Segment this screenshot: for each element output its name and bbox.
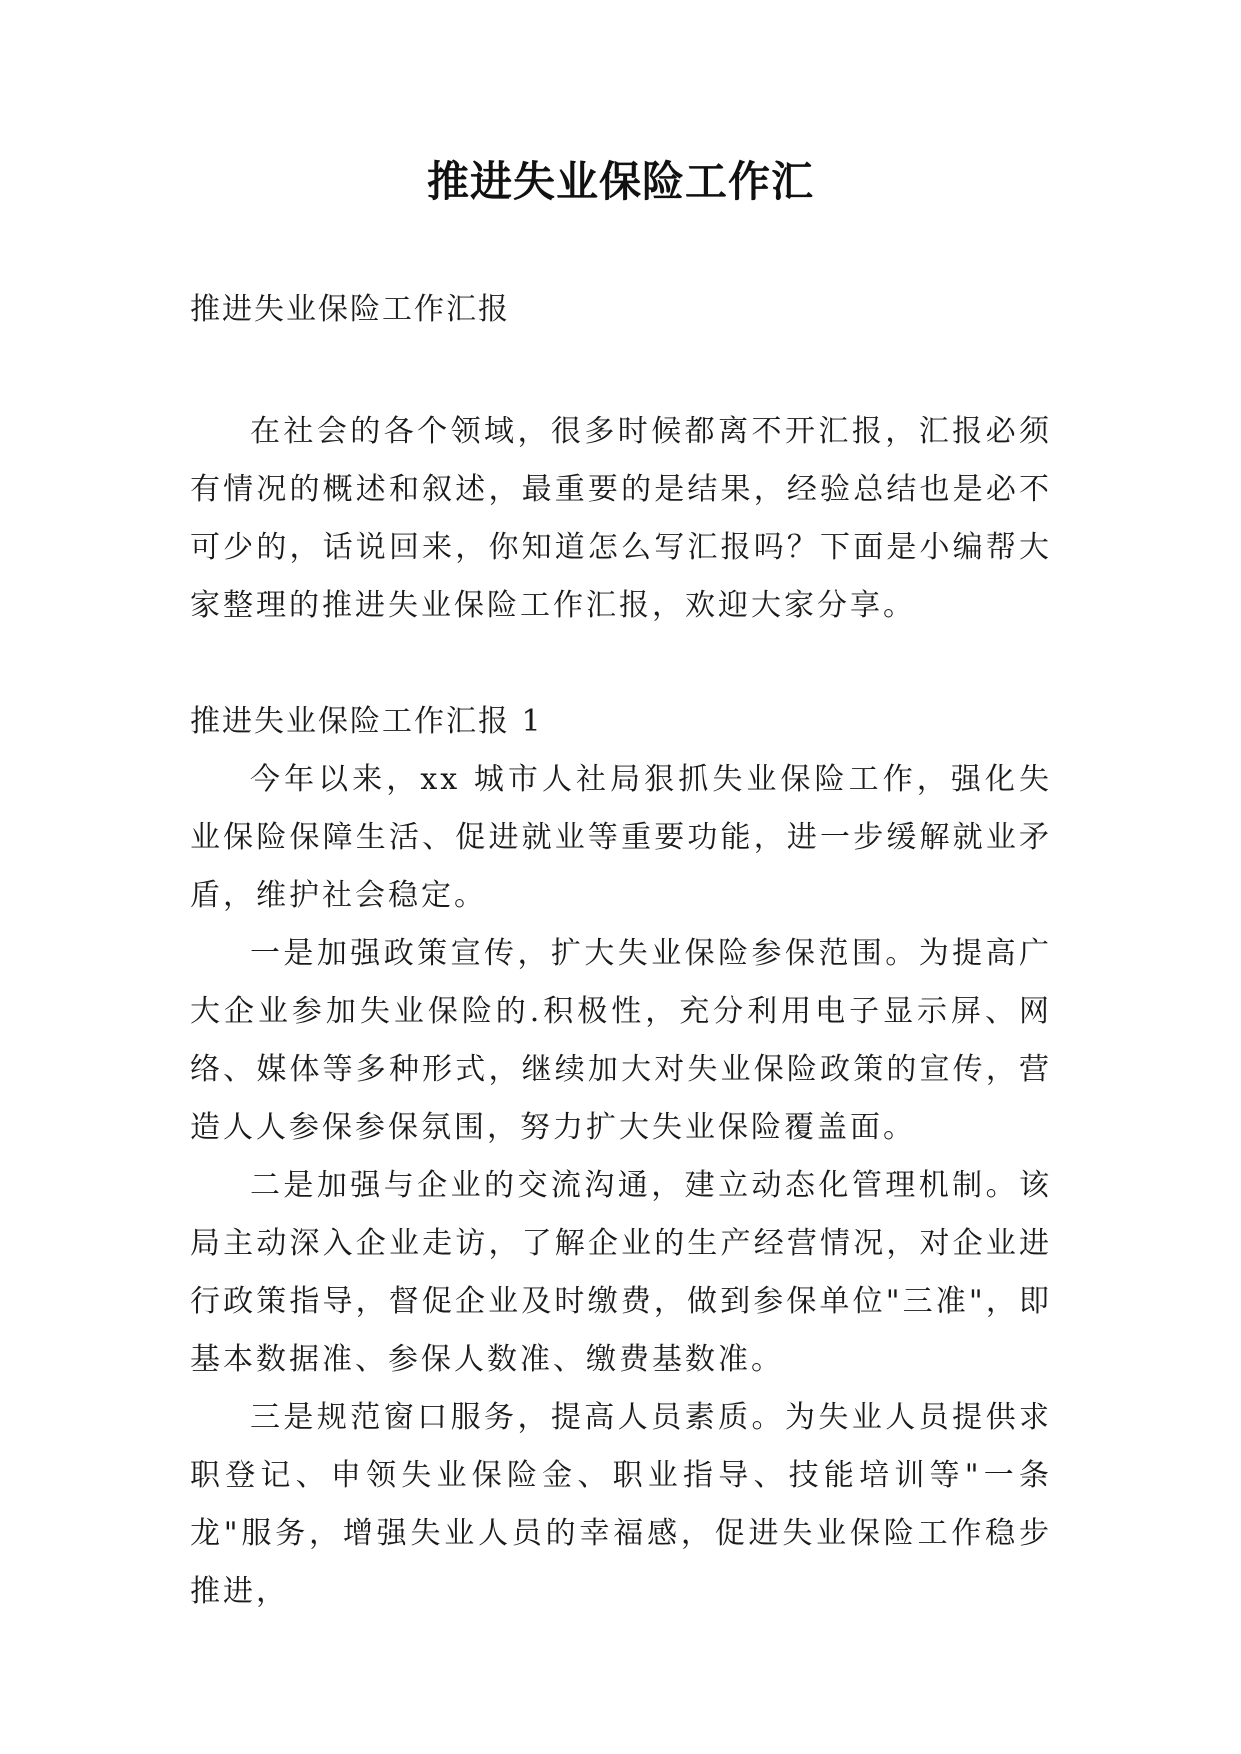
section-heading: 推进失业保险工作汇报 1 — [190, 704, 543, 739]
document-subtitle: 推进失业保险工作汇报 — [190, 292, 510, 327]
intro-paragraph: 在社会的各个领域，很多时候都离不开汇报，汇报必须有情况的概述和叙述，最重要的是结果，经验总结也是必不可少的，话说回来，你知道怎么写汇报吗？下面是小编帮大家整理的推进失业保险工作汇报，欢迎大家分享。 — [190, 414, 1052, 623]
document-title: 推进失业保险工作汇 — [426, 157, 814, 206]
body-paragraph: 三是规范窗口服务，提高人员素质。为失业人员提供求职登记、申领失业保险金、职业指导、技能培训等"一条龙"服务，增强失业人员的幸福感，促进失业保险工作稳步推进， — [190, 1400, 1052, 1609]
body-paragraph: 一是加强政策宣传，扩大失业保险参保范围。为提高广大企业参加失业保险的.积极性，充分利用电子显示屏、网络、媒体等多种形式，继续加大对失业保险政策的宣传，营造人人参保参保氛围，努力扩大失业保险覆盖面。 — [190, 936, 1052, 1145]
body-paragraph: 二是加强与企业的交流沟通，建立动态化管理机制。该局主动深入企业走访，了解企业的生产经营情况，对企业进行政策指导，督促企业及时缴费，做到参保单位"三准"，即基本数据准、参保人数准、缴费基数准。 — [190, 1168, 1052, 1377]
body-paragraph: 今年以来，xx 城市人社局狠抓失业保险工作，强化失业保险保障生活、促进就业等重要功能，进一步缓解就业矛盾，维护社会稳定。 — [190, 762, 1052, 913]
